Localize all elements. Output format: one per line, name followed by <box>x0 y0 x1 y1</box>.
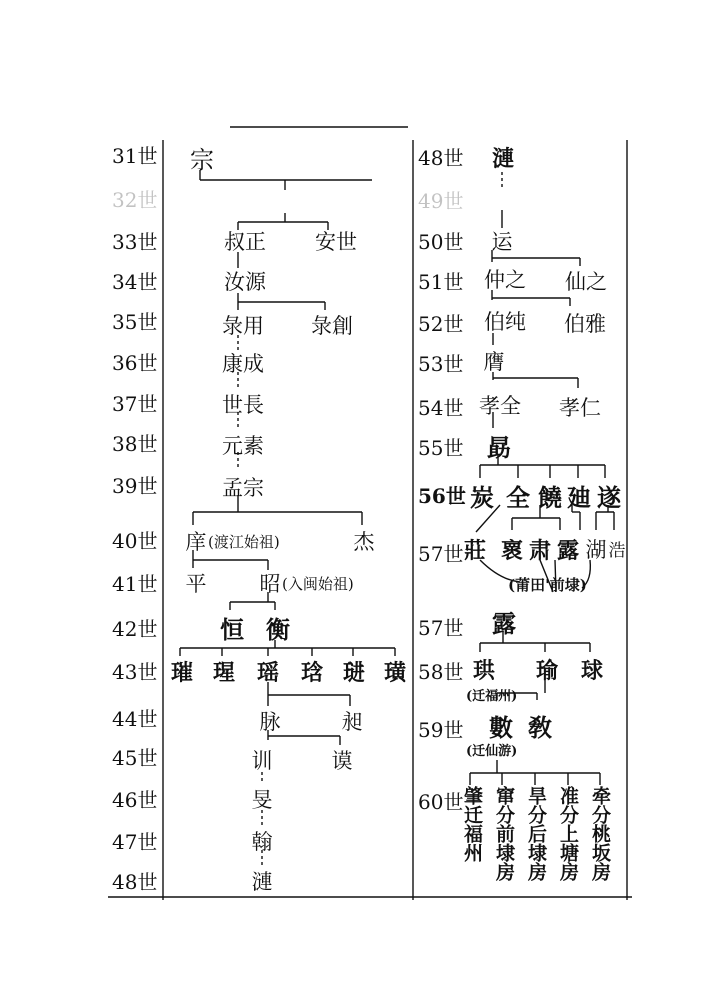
right-g56-name-1: 炭 <box>470 483 494 512</box>
right-gen-56: 56世 <box>418 484 466 508</box>
left-g48-name: 漣 <box>251 870 273 894</box>
right-g52-name-1: 伯纯 <box>484 310 526 334</box>
left-g31-name: 宗 <box>190 146 214 174</box>
left-g47-name: 翰 <box>251 830 273 854</box>
left-gen-38: 38世 <box>112 432 158 456</box>
right-g58-name-1: 珙 <box>472 658 496 684</box>
left-g43-name-4: 琀 <box>300 660 324 686</box>
right-g57-name-5: 湖 <box>585 538 607 562</box>
right-g59-note: (迁仙游) <box>466 744 518 759</box>
right-g57-name-2: 褱 <box>500 538 524 564</box>
left-gen-48: 48世 <box>112 870 158 894</box>
left-g41-name-1: 平 <box>185 572 207 596</box>
right-g58-name-3: 球 <box>580 658 604 684</box>
left-gen-35: 35世 <box>112 310 158 334</box>
left-gen-37: 37世 <box>112 392 158 416</box>
right-g60-name-3: 旱分后埭房 <box>525 786 547 881</box>
right-gen-57b: 57世 <box>418 616 464 640</box>
left-g40-name-2: 杰 <box>353 530 375 554</box>
left-gen-31: 31世 <box>112 144 158 168</box>
left-gen-33: 33世 <box>112 230 158 254</box>
left-g43-name-5: 琎 <box>342 660 366 686</box>
right-g57b-name: 露 <box>492 609 516 638</box>
left-gen-36: 36世 <box>112 351 158 375</box>
right-g57-name-6: 浩 <box>608 541 626 561</box>
right-gen-51: 51世 <box>418 270 464 294</box>
left-gen-45: 45世 <box>112 746 158 770</box>
right-g51-name-1: 仲之 <box>484 268 526 292</box>
left-gen-41: 41世 <box>112 572 158 596</box>
right-gen-58: 58世 <box>418 660 464 684</box>
right-g57-name-3: 肃 <box>528 538 552 564</box>
left-g37-name: 世長 <box>222 393 264 417</box>
left-g39-name: 孟宗 <box>222 476 264 500</box>
right-gen-53: 53世 <box>418 352 464 376</box>
right-g58-name-2: 瑜 <box>535 658 559 684</box>
right-gen-50: 50世 <box>418 230 464 254</box>
right-g60-name-2: 窜分前埭房 <box>493 786 515 881</box>
left-g45-name-2: 谟 <box>331 749 353 773</box>
right-g53-name: 膺 <box>483 350 505 374</box>
right-g59-name-2: 敎 <box>528 713 552 742</box>
left-g46-name: 旻 <box>251 788 273 812</box>
right-gen-49: 49世 <box>418 189 464 213</box>
left-g33-name-1: 叔正 <box>224 230 266 254</box>
left-g41-note: (入闽始祖) <box>282 575 354 593</box>
left-g40-note: (渡江始祖) <box>208 533 280 551</box>
right-g57-name-4: 露 <box>556 538 580 564</box>
left-g44-name-2: 昶 <box>341 710 363 734</box>
left-gen-42: 42世 <box>112 617 158 641</box>
right-g56-name-4: 廸 <box>567 483 591 512</box>
right-g57-name-1: 莊 <box>463 538 487 564</box>
left-gen-40: 40世 <box>112 529 158 553</box>
right-g60-name-1: 肇迁福州 <box>461 786 483 862</box>
left-gen-47: 47世 <box>112 830 158 854</box>
right-g54-name-2: 孝仁 <box>559 396 601 420</box>
right-g56-name-5: 遂 <box>597 483 621 512</box>
left-g42-name-1: 恒 <box>220 615 244 644</box>
left-g36-name: 康成 <box>222 352 264 376</box>
left-g38-name: 元素 <box>222 434 264 458</box>
left-g43-name-2: 瑆 <box>212 660 236 686</box>
left-g34-name: 汝源 <box>224 270 266 294</box>
right-g54-name-1: 孝全 <box>479 394 521 418</box>
left-g41-name-2: 昭 <box>259 572 281 596</box>
right-gen-52: 52世 <box>418 312 464 336</box>
left-g33-name-2: 安世 <box>315 230 357 254</box>
left-g43-name-3: 瑶 <box>256 660 280 686</box>
right-g60-name-4: 准分上塘房 <box>557 786 579 881</box>
right-g51-name-2: 仙之 <box>565 270 607 294</box>
right-g56-name-2: 全 <box>506 483 530 512</box>
right-g59-name-1: 數 <box>489 713 513 742</box>
right-gen-57a: 57世 <box>418 542 464 566</box>
left-g40-name-1: 庠 <box>185 530 207 554</box>
left-gen-32: 32世 <box>112 188 158 212</box>
right-gen-59: 59世 <box>418 718 464 742</box>
left-gen-43: 43世 <box>112 660 158 684</box>
right-g57-note: (莆田'前埭) <box>508 576 587 594</box>
left-g43-name-1: 璀 <box>170 660 194 686</box>
right-g56-name-3: 饒 <box>538 483 562 512</box>
right-g48-name: 漣 <box>491 146 515 172</box>
right-gen-55: 55世 <box>418 436 464 460</box>
right-gen-54: 54世 <box>418 396 464 420</box>
right-g52-name-2: 伯雅 <box>564 312 606 336</box>
left-g35-name-2: 彔創 <box>311 314 353 338</box>
right-gen-48: 48世 <box>418 146 464 170</box>
left-gen-39: 39世 <box>112 474 158 498</box>
left-gen-44: 44世 <box>112 707 158 731</box>
left-g45-name-1: 训 <box>251 749 273 773</box>
right-g50-name: 运 <box>491 230 513 254</box>
right-g58-note: (迁福州) <box>466 689 518 704</box>
right-g60-name-5: 牵分桃坂房 <box>589 786 611 881</box>
left-g42-name-2: 衡 <box>266 615 290 644</box>
left-g44-name-1: 脉 <box>259 710 281 734</box>
right-g55-name: 勗 <box>487 433 511 462</box>
left-gen-46: 46世 <box>112 788 158 812</box>
left-g43-name-6: 璜 <box>383 660 407 686</box>
left-g35-name-1: 彔用 <box>222 314 264 338</box>
right-gen-60: 60世 <box>418 790 464 814</box>
left-gen-34: 34世 <box>112 270 158 294</box>
